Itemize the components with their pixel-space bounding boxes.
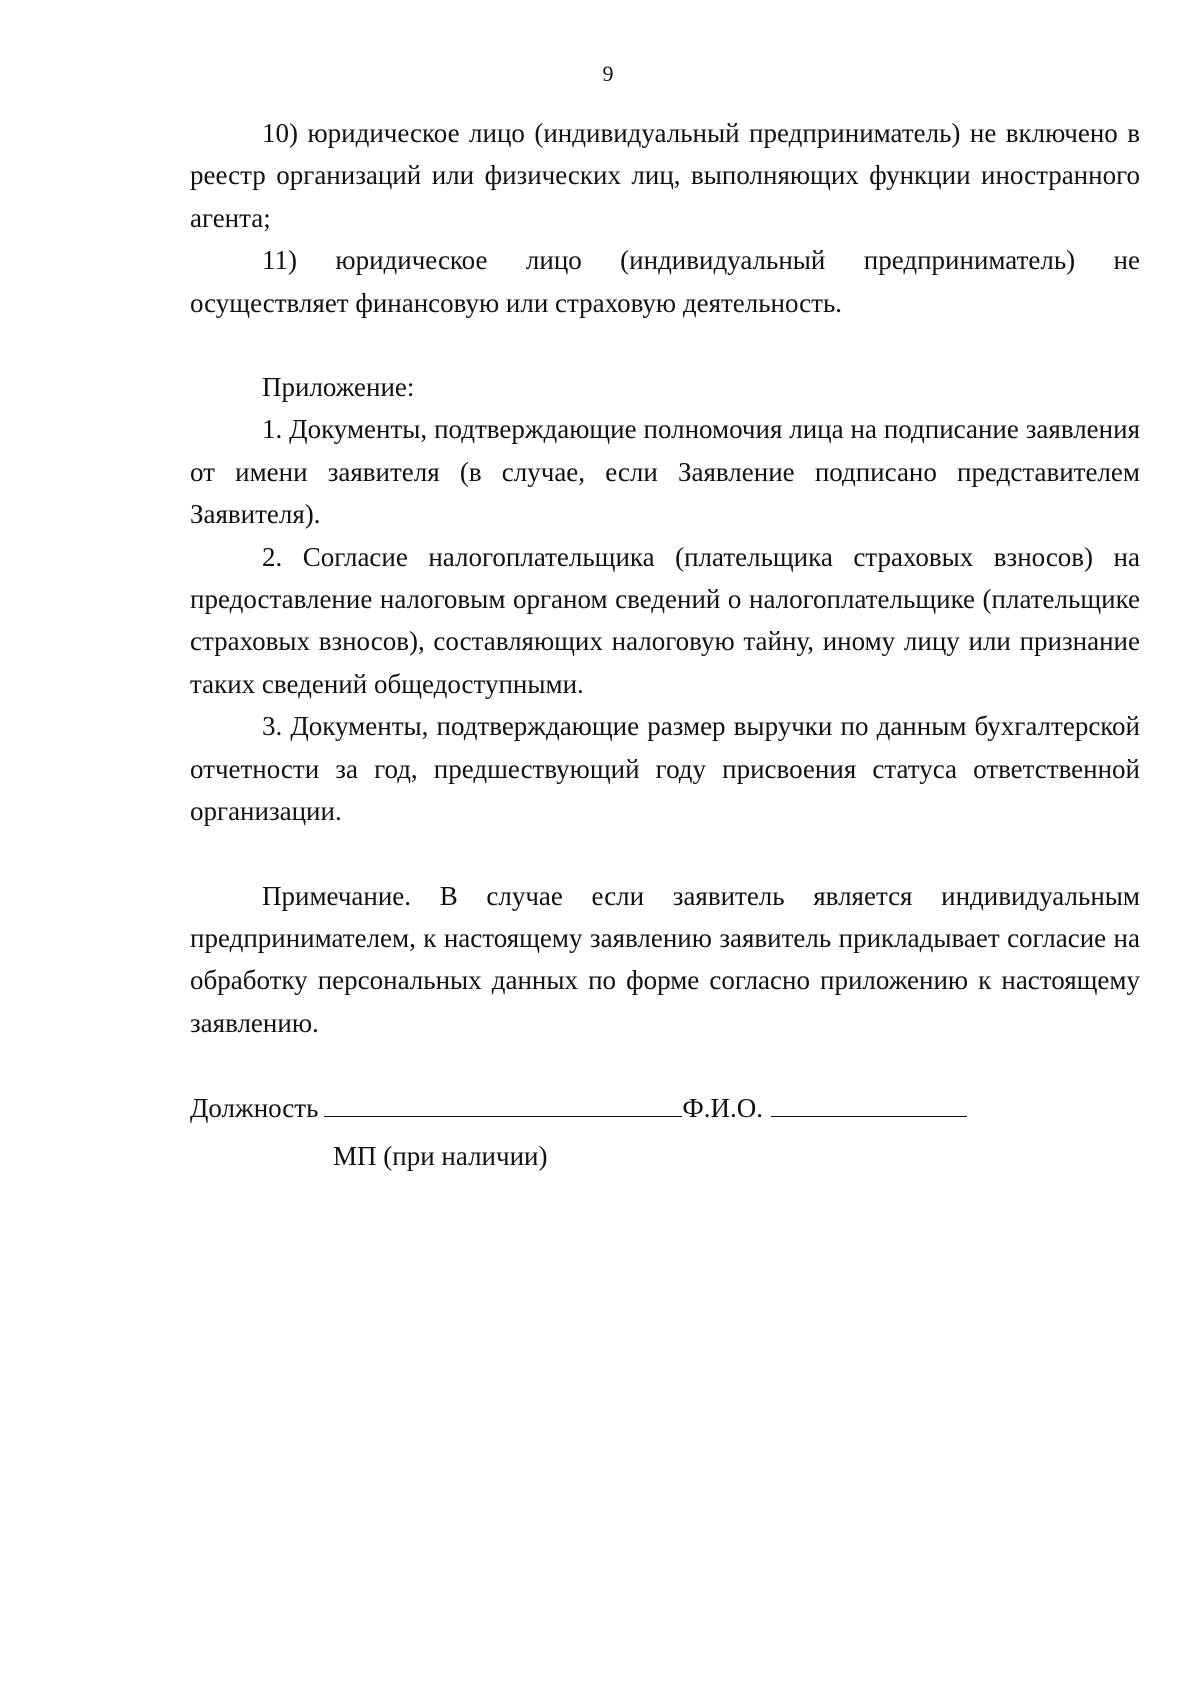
appendix-heading: Приложение:: [262, 372, 415, 403]
appendix-item-2: 2. Согласие налогоплательщика (плательщика страховых взносов) на предоставление налоговым органом сведений о налогоплательщике (плательщике страховых взносов), составляющих налоговую тайну, иному лицу или признание таких сведений общедоступными.: [190, 541, 1140, 699]
note-paragraph: Примечание. В случае если заявитель является индивидуальным предпринимателем, к настоящему заявлению заявитель прикладывает согласие на обработку персональных данных по форме согласно приложению к настоящему заявлению.: [190, 880, 1140, 1038]
condition-item-10: 10) юридическое лицо (индивидуальный предприниматель) не включено в реестр организаций или физических лиц, выполняющих функции иностранного агента;: [190, 118, 1140, 233]
section-spacer: [190, 833, 1140, 875]
fio-blank: [771, 1088, 967, 1117]
position-blank: [324, 1088, 682, 1117]
stamp-placeholder: МП (при наличии): [333, 1141, 548, 1171]
page-number: 9: [602, 61, 614, 86]
fio-label: Ф.И.О.: [682, 1093, 763, 1123]
document-body: [190, 112, 1140, 1044]
condition-item-11: 11) юридическое лицо (индивидуальный предприниматель) не осуществляет финансовую или страховую деятельность.: [190, 245, 1140, 318]
appendix-item-1: 1. Документы, подтверждающие полномочия лица на подписание заявления от имени заявителя (в случае, если Заявление подписано представителем Заявителя).: [190, 414, 1140, 530]
position-label: Должность: [190, 1093, 319, 1123]
section-spacer: [190, 324, 1140, 366]
appendix-item-3: 3. Документы, подтверждающие размер выручки по данным бухгалтерской отчетности за год, предшествующий году присвоения статуса ответственной организации.: [190, 711, 1140, 827]
signature-line: [190, 1087, 967, 1129]
